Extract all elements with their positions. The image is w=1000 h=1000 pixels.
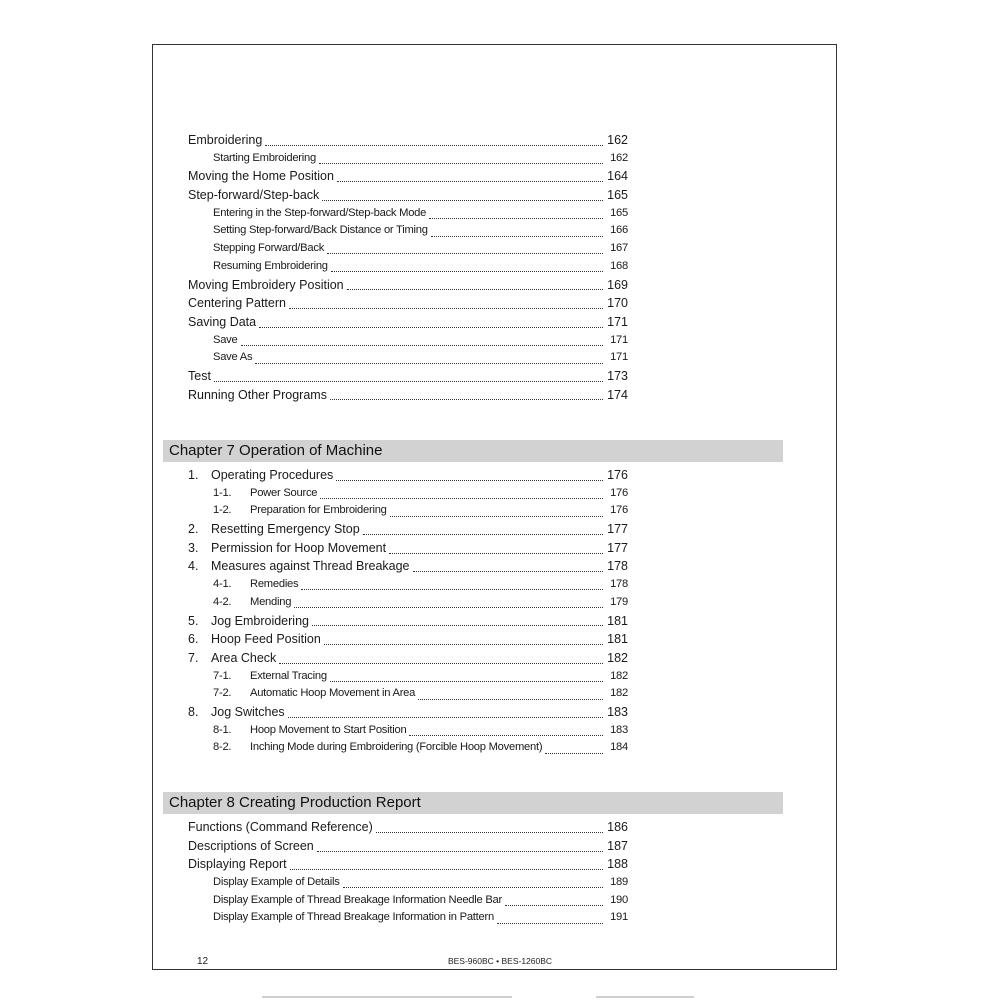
- toc-entry[interactable]: [188, 578, 628, 596]
- toc-entry-page: 173: [607, 368, 628, 383]
- dot-leader: [214, 381, 603, 382]
- toc-entry-number: 1.: [188, 468, 199, 482]
- toc-entry[interactable]: [188, 522, 628, 541]
- dot-leader: [327, 253, 603, 254]
- dot-leader: [389, 553, 603, 554]
- toc-entry[interactable]: [188, 894, 628, 912]
- scrollbar-track-right[interactable]: [596, 996, 694, 998]
- toc-entry-number: 7-2.: [213, 687, 232, 700]
- toc-entry-title: Mending: [250, 595, 292, 608]
- toc-entry[interactable]: [188, 911, 628, 929]
- toc-entry[interactable]: [188, 596, 628, 614]
- toc-entry-title: Setting Step-forward/Back Distance or Timing: [213, 224, 428, 237]
- toc-entry[interactable]: [188, 724, 628, 742]
- toc-entry-page: 186: [607, 820, 628, 834]
- dot-leader: [409, 735, 603, 736]
- toc-entry-page: 183: [607, 704, 628, 719]
- toc-entry-page: 189: [610, 876, 628, 889]
- dot-leader: [301, 589, 603, 590]
- toc-entry-number: 4.: [188, 559, 199, 574]
- footer-model: BES-960BC • BES-1260BC: [447, 956, 553, 966]
- toc-entry[interactable]: [188, 632, 628, 651]
- dot-leader: [497, 923, 603, 924]
- toc-entry[interactable]: [188, 334, 628, 352]
- toc-section-chapter7: [188, 468, 628, 759]
- toc-entry-page: 176: [610, 486, 628, 499]
- toc-entry-title: Inching Mode during Embroidering (Forcible Hoop Movement): [250, 741, 543, 754]
- toc-entry-title: Displaying Report: [188, 857, 287, 872]
- toc-entry-title: Entering in the Step-forward/Step-back Mode: [213, 206, 427, 219]
- toc-entry-number: 8-1.: [213, 723, 232, 736]
- toc-entry[interactable]: [188, 705, 628, 724]
- toc-entry-title: Operating Procedures: [211, 468, 334, 482]
- dot-leader: [337, 181, 603, 182]
- toc-entry-title: Functions (Command Reference): [188, 820, 373, 834]
- toc-entry[interactable]: [188, 741, 628, 759]
- toc-entry-number: 4-1.: [213, 578, 232, 591]
- toc-entry-title: Resuming Embroidering: [213, 259, 328, 272]
- toc-entry-page: 178: [610, 578, 628, 591]
- toc-entry-number: 3.: [188, 540, 199, 555]
- toc-entry-page: 182: [610, 687, 628, 700]
- toc-entry-title: Resetting Emergency Stop: [211, 522, 360, 537]
- toc-entry[interactable]: [188, 468, 628, 487]
- toc-entry-number: 7-1.: [213, 669, 232, 682]
- dot-leader: [336, 480, 603, 481]
- dot-leader: [265, 145, 603, 146]
- dot-leader: [390, 516, 603, 517]
- dot-leader: [241, 345, 604, 346]
- toc-entry-title: Area Check: [211, 650, 277, 665]
- toc-entry-page: 168: [610, 259, 628, 272]
- dot-leader: [431, 236, 603, 237]
- toc-entry-number: 1-1.: [213, 486, 232, 499]
- dot-leader: [343, 887, 603, 888]
- toc-entry[interactable]: [188, 188, 628, 207]
- toc-entry-title: Step-forward/Step-back: [188, 188, 320, 203]
- dot-leader: [413, 571, 604, 572]
- dot-leader: [320, 498, 603, 499]
- toc-entry-page: 177: [607, 522, 628, 537]
- toc-entry-page: 181: [607, 613, 628, 628]
- toc-entry[interactable]: [188, 278, 628, 297]
- toc-entry-page: 183: [610, 723, 628, 736]
- dot-leader: [324, 644, 603, 645]
- dot-leader: [330, 681, 603, 682]
- toc-entry-title: Permission for Hoop Movement: [211, 540, 387, 555]
- toc-entry-page: 182: [610, 669, 628, 682]
- toc-entry-page: 178: [607, 559, 628, 574]
- dot-leader: [418, 699, 603, 700]
- toc-entry-page: 177: [607, 540, 628, 555]
- dot-leader: [279, 663, 603, 664]
- toc-entry[interactable]: [188, 351, 628, 369]
- toc-entry-title: External Tracing: [250, 669, 327, 682]
- toc-entry-page: 190: [610, 893, 628, 906]
- toc-entry[interactable]: [188, 388, 628, 407]
- toc-entry[interactable]: [188, 315, 628, 334]
- toc-entry-page: 171: [607, 314, 628, 329]
- toc-entry-title: Hoop Movement to Start Position: [250, 723, 407, 736]
- toc-entry-page: 171: [610, 351, 628, 364]
- toc-entry-number: 5.: [188, 613, 199, 628]
- toc-entry-title: Preparation for Embroidering: [250, 504, 387, 517]
- toc-entry-page: 171: [610, 333, 628, 346]
- toc-entry[interactable]: [188, 169, 628, 188]
- toc-entry-page: 164: [607, 169, 628, 184]
- toc-entry[interactable]: [188, 207, 628, 225]
- dot-leader: [317, 851, 603, 852]
- toc-entry-number: 8.: [188, 704, 199, 719]
- toc-entry-page: 166: [610, 224, 628, 237]
- toc-entry-page: 184: [610, 741, 628, 754]
- toc-entry-title: Moving the Home Position: [188, 169, 334, 184]
- scrollbar-track-left[interactable]: [262, 996, 512, 998]
- toc-entry[interactable]: [188, 670, 628, 688]
- toc-entry-page: 170: [607, 296, 628, 311]
- toc-entry[interactable]: [188, 839, 628, 858]
- toc-entry-number: 8-2.: [213, 741, 232, 754]
- dot-leader: [259, 327, 603, 328]
- toc-entry-title: Embroidering: [188, 133, 263, 147]
- dot-leader: [294, 607, 603, 608]
- toc-entry-page: 176: [607, 468, 628, 482]
- toc-entry-page: 167: [610, 242, 628, 255]
- dot-leader: [347, 289, 603, 290]
- dot-leader: [289, 308, 603, 309]
- dot-leader: [312, 625, 603, 626]
- toc-entry[interactable]: [188, 224, 628, 242]
- dot-leader: [319, 163, 603, 164]
- toc-entry-page: 191: [610, 911, 628, 924]
- toc-entry-title: Save As: [213, 351, 253, 364]
- toc-entry[interactable]: [188, 651, 628, 670]
- toc-entry-title: Save: [213, 333, 238, 346]
- toc-entry[interactable]: [188, 369, 628, 388]
- toc-entry-title: Display Example of Thread Breakage Information Needle Bar: [213, 893, 503, 906]
- toc-entry-page: 165: [610, 206, 628, 219]
- toc-entry-title: Power Source: [250, 486, 318, 499]
- toc-entry-page: 162: [607, 133, 628, 147]
- toc-entry-title: Remedies: [250, 578, 299, 591]
- dot-leader: [331, 271, 603, 272]
- toc-entry-title: Test: [188, 368, 211, 383]
- toc-entry[interactable]: [188, 559, 628, 578]
- chapter-8-heading: Chapter 8 Creating Production Report: [163, 792, 783, 814]
- toc-entry-page: 165: [607, 188, 628, 203]
- dot-leader: [290, 869, 603, 870]
- toc-entry[interactable]: [188, 504, 628, 522]
- toc-entry[interactable]: [188, 857, 628, 876]
- toc-entry-page: 179: [610, 595, 628, 608]
- toc-entry-title: Display Example of Details: [213, 876, 340, 889]
- toc-entry-page: 188: [607, 857, 628, 872]
- toc-entry[interactable]: [188, 614, 628, 633]
- footer-page-number: 12: [197, 956, 209, 967]
- toc-entry-number: 1-2.: [213, 504, 232, 517]
- toc-entry-title: Jog Switches: [211, 704, 285, 719]
- dot-leader: [288, 717, 603, 718]
- toc-entry-title: Centering Pattern: [188, 296, 286, 311]
- toc-entry-title: Measures against Thread Breakage: [211, 559, 410, 574]
- toc-entry[interactable]: [188, 687, 628, 705]
- toc-entry-title: Automatic Hoop Movement in Area: [250, 687, 416, 700]
- toc-entry-page: 182: [607, 650, 628, 665]
- toc-entry[interactable]: [188, 260, 628, 278]
- toc-entry[interactable]: [188, 242, 628, 260]
- toc-entry-title: Jog Embroidering: [211, 613, 309, 628]
- toc-entry-number: 6.: [188, 632, 199, 647]
- toc-entry-page: 181: [607, 632, 628, 647]
- toc-entry-page: 176: [610, 504, 628, 517]
- dot-leader: [255, 363, 603, 364]
- dot-leader: [330, 399, 603, 400]
- dot-leader: [429, 218, 603, 219]
- dot-leader: [505, 905, 603, 906]
- toc-entry[interactable]: [188, 820, 628, 839]
- dot-leader: [376, 832, 603, 833]
- toc-entry[interactable]: [188, 876, 628, 894]
- toc-entry-title: Starting Embroidering: [213, 151, 316, 164]
- chapter-7-heading: Chapter 7 Operation of Machine: [163, 440, 783, 462]
- dot-leader: [363, 534, 603, 535]
- toc-entry-page: 162: [610, 151, 628, 164]
- toc-entry[interactable]: [188, 541, 628, 560]
- toc-entry-title: Descriptions of Screen: [188, 838, 314, 853]
- toc-entry[interactable]: [188, 487, 628, 505]
- toc-entry-number: 4-2.: [213, 595, 232, 608]
- dot-leader: [322, 200, 603, 201]
- toc-entry-title: Running Other Programs: [188, 387, 327, 402]
- toc-entry-title: Moving Embroidery Position: [188, 277, 344, 292]
- toc-section-chapter6-tail: [188, 133, 628, 406]
- toc-entry[interactable]: [188, 296, 628, 315]
- toc-entry-title: Display Example of Thread Breakage Information in Pattern: [213, 911, 494, 924]
- toc-entry-page: 187: [607, 838, 628, 853]
- toc-entry-title: Saving Data: [188, 314, 257, 329]
- dot-leader: [545, 753, 603, 754]
- toc-section-chapter8: [188, 820, 628, 929]
- toc-entry[interactable]: [188, 133, 628, 152]
- toc-entry-title: Stepping Forward/Back: [213, 242, 325, 255]
- toc-entry-number: 2.: [188, 522, 199, 537]
- toc-entry[interactable]: [188, 152, 628, 170]
- toc-entry-number: 7.: [188, 650, 199, 665]
- toc-entry-page: 169: [607, 277, 628, 292]
- toc-entry-page: 174: [607, 387, 628, 402]
- toc-entry-title: Hoop Feed Position: [211, 632, 321, 647]
